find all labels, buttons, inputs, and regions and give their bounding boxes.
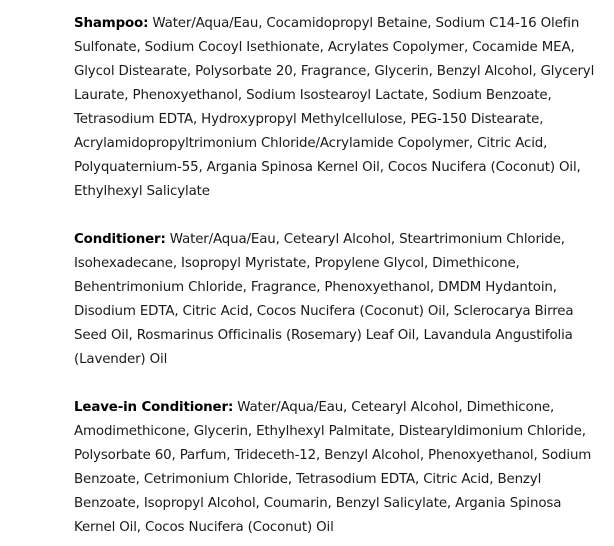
ingredient-list: Water/Aqua/Eau, Cocamidopropyl Betaine, Sodium C14-16 Olefin Sulfonate, Sodium Cocoyl Isethionate, Acrylates Copolymer, Cocamide MEA, Glycol Distearate, Polysorbate 20, Fragrance, Glycerin, Benzyl Alcohol, Glyceryl Laurate, Phenoxyethanol, Sodium Isostearoyl Lactate, Sodium Benzoate, Tetrasodium EDTA, Hydroxypropyl Methylcellulose, PEG-150 Distearate, Acrylamidopropyltrimonium Chloride/Acrylamide Copolymer, Citric Acid, Polyquaternium-55, Argania Spinosa Kernel Oil, Cocos Nucifera (Coconut) Oil, Ethylhexyl Salicylate <box>74 16 595 199</box>
section-label: Shampoo: <box>74 16 149 31</box>
ingredient-list: Water/Aqua/Eau, Cetearyl Alcohol, Steartrimonium Chloride, Isohexadecane, Isopropyl Myristate, Propylene Glycol, Dimethicone, Behentrimonium Chloride, Fragrance, Phenoxyethanol, DMDM Hydantoin, Disodium EDTA, Citric Acid, Cocos Nucifera (Coconut) Oil, Sclerocarya Birrea Seed Oil, Rosmarinus Officinalis (Rosemary) Leaf Oil, Lavandula Angustifolia (Lavender) Oil <box>74 232 574 367</box>
ingredients-document <box>74 12 602 540</box>
conditioner-ingredients <box>74 228 602 372</box>
section-label: Conditioner: <box>74 232 166 247</box>
ingredient-list: Water/Aqua/Eau, Cetearyl Alcohol, Dimethicone, Amodimethicone, Glycerin, Ethylhexyl Palmitate, Distearyldimonium Chloride, Polysorbate 60, Parfum, Trideceth-12, Benzyl Alcohol, Phenoxyethanol, Sodium Benzoate, Cetrimonium Chloride, Tetrasodium EDTA, Citric Acid, Benzyl Benzoate, Isopropyl Alcohol, Coumarin, Benzyl Salicylate, Argania Spinosa Kernel Oil, Cocos Nucifera (Coconut) Oil <box>74 400 592 535</box>
leave-in-conditioner-ingredients <box>74 396 602 540</box>
shampoo-ingredients <box>74 12 602 204</box>
section-label: Leave-in Conditioner: <box>74 400 234 415</box>
